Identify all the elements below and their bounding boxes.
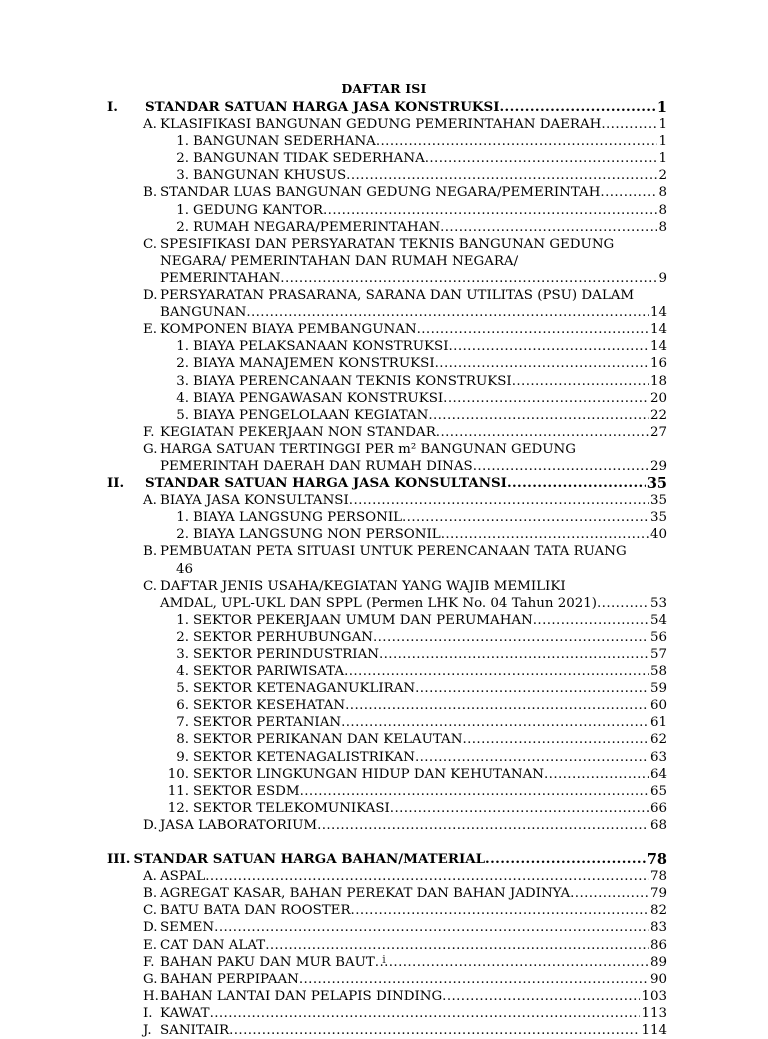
toc-continuation-line xyxy=(107,304,667,321)
dot-leader xyxy=(323,202,657,219)
toc-continuation-line xyxy=(107,270,667,287)
dot-leader xyxy=(435,355,649,372)
toc-item-row[interactable] xyxy=(107,526,667,543)
toc-number: E. xyxy=(143,322,158,338)
toc-item-row[interactable] xyxy=(107,731,667,748)
toc-page-number: 35 xyxy=(649,493,667,509)
toc-page-number: 60 xyxy=(649,698,667,714)
toc-label: SEKTOR PERIKANAN DAN KELAUTAN xyxy=(193,732,463,748)
toc-continuation-line xyxy=(107,253,667,270)
toc-number: 5. xyxy=(176,681,189,697)
toc-label: BAHAN PERPIPAAN xyxy=(160,971,299,987)
toc-page-number: 57 xyxy=(649,647,667,662)
toc-page-number: 113 xyxy=(641,1005,667,1021)
dot-leader xyxy=(317,817,649,834)
toc-label: BANGUNAN SEDERHANA xyxy=(193,134,376,150)
toc-label: SEKTOR KETENAGANUKLIRAN xyxy=(193,681,416,697)
toc-label: BIAYA LANGSUNG PERSONIL xyxy=(193,510,403,526)
dot-leader xyxy=(415,749,649,766)
dot-leader xyxy=(390,800,649,817)
toc-label: STANDAR SATUAN HARGA JASA KONSTRUKSI xyxy=(145,99,500,115)
toc-page-number: 79 xyxy=(649,886,667,902)
dot-leader xyxy=(229,1022,640,1039)
dot-leader xyxy=(373,629,649,646)
toc-page-number: 2 xyxy=(658,168,667,184)
toc-number: 3. xyxy=(176,647,189,662)
toc-subsection-row[interactable] xyxy=(107,578,667,595)
toc-item-row[interactable] xyxy=(107,663,667,680)
dot-leader xyxy=(376,133,658,150)
toc-page-number: 35 xyxy=(649,510,667,526)
toc-number: III. xyxy=(107,851,131,868)
toc-number: 10. xyxy=(167,766,189,782)
toc-page-number: 68 xyxy=(649,817,667,833)
dot-leader xyxy=(415,680,649,697)
toc-label: SANITAIR xyxy=(160,1022,230,1038)
dot-leader xyxy=(449,338,649,355)
toc-number: 2. xyxy=(176,219,189,235)
toc-page-number: 27 xyxy=(649,424,667,440)
toc-subsection-row[interactable] xyxy=(107,441,667,458)
dot-leader xyxy=(341,714,649,731)
toc-page-number: 54 xyxy=(649,612,667,628)
toc-item-row[interactable] xyxy=(107,800,667,817)
toc-number: 4. xyxy=(176,664,189,680)
toc-item-row[interactable] xyxy=(107,202,667,219)
toc-label: RUMAH NEGARA/PEMERINTAHAN xyxy=(193,219,441,235)
toc-label: STANDAR LUAS BANGUNAN GEDUNG NEGARA/PEMERINTAH xyxy=(160,185,601,201)
toc-subsection-row[interactable] xyxy=(107,902,667,919)
dot-leader xyxy=(436,424,649,441)
dot-leader xyxy=(265,937,649,954)
toc-label: PERSYARATAN PRASARANA, SARANA DAN UTILITAS (PSU) DALAM xyxy=(160,288,635,304)
toc-item-row[interactable] xyxy=(107,219,667,236)
dot-leader xyxy=(428,407,649,424)
dot-leader xyxy=(345,697,649,714)
toc-number: B. xyxy=(143,886,158,902)
dot-leader xyxy=(512,373,649,390)
toc-page-number: 59 xyxy=(649,681,667,697)
toc-subsection-row[interactable] xyxy=(107,1022,667,1039)
toc-number: I. xyxy=(107,99,118,115)
dot-leader xyxy=(440,219,657,236)
toc-page-number: 14 xyxy=(649,305,667,321)
toc-item-row[interactable] xyxy=(107,167,667,184)
table-of-contents xyxy=(107,99,667,1039)
toc-page-number: 90 xyxy=(649,971,667,987)
toc-page-number: 46 xyxy=(176,561,194,577)
toc-label: AGREGAT KASAR, BAHAN PEREKAT DAN BAHAN JADINYA xyxy=(160,886,571,902)
toc-page-number: 62 xyxy=(649,732,667,748)
toc-label-continued: BANGUNAN xyxy=(160,305,247,321)
toc-page-number: 8 xyxy=(658,185,667,201)
toc-label: BIAYA PELAKSANAAN KONSTRUKSI xyxy=(193,339,449,355)
toc-label: SPESIFIKASI DAN PERSYARATAN TEKNIS BANGUNAN GEDUNG xyxy=(160,236,615,252)
toc-label: SEKTOR KETENAGALISTRIKAN xyxy=(193,749,415,765)
dot-leader xyxy=(425,150,658,167)
toc-label: SEKTOR TELEKOMUNIKASI xyxy=(193,800,390,816)
toc-trailing-page xyxy=(107,561,667,578)
dot-leader xyxy=(462,731,649,748)
toc-page-number: 20 xyxy=(649,390,667,406)
toc-page-number: 56 xyxy=(649,629,667,645)
toc-number: C. xyxy=(143,903,158,919)
toc-label: JASA LABORATORIUM xyxy=(160,817,318,833)
toc-page-number: 16 xyxy=(649,356,667,372)
toc-number: 2. xyxy=(176,527,189,543)
toc-number: 12. xyxy=(167,800,189,816)
toc-label: SEKTOR KESEHATAN xyxy=(193,698,346,714)
toc-subsection-row[interactable] xyxy=(107,184,667,201)
toc-section-row[interactable] xyxy=(107,99,667,116)
dot-leader xyxy=(300,783,649,800)
toc-item-row[interactable] xyxy=(107,714,667,731)
toc-item-row[interactable] xyxy=(107,612,667,629)
toc-item-row[interactable] xyxy=(107,355,667,372)
toc-number: 2. xyxy=(176,629,189,645)
toc-label: DAFTAR JENIS USAHA/KEGIATAN YANG WAJIB MEMILIKI xyxy=(160,578,566,594)
toc-number: D. xyxy=(143,817,158,833)
dot-leader xyxy=(597,595,649,612)
toc-page-number: 83 xyxy=(649,920,667,936)
toc-page-number: 63 xyxy=(649,749,667,765)
toc-label: SEKTOR ESDM xyxy=(193,783,300,799)
toc-number: J. xyxy=(143,1022,152,1038)
toc-number: A. xyxy=(143,493,157,509)
dot-leader xyxy=(600,184,657,201)
toc-label: SEKTOR PERHUBUNGAN xyxy=(193,629,373,645)
toc-item-row[interactable] xyxy=(107,390,667,407)
toc-number: 7. xyxy=(176,715,189,731)
toc-label-continued: NEGARA/ PEMERINTAHAN DAN RUMAH NEGARA/ xyxy=(160,253,519,269)
toc-item-row[interactable] xyxy=(107,150,667,167)
toc-number: A. xyxy=(143,869,157,885)
toc-subsection-row[interactable] xyxy=(107,116,667,133)
toc-label: BIAYA MANAJEMEN KONSTRUKSI xyxy=(193,356,435,372)
toc-number: H. xyxy=(143,988,159,1004)
dot-leader xyxy=(499,99,655,116)
dot-leader xyxy=(544,766,649,783)
toc-number: 4. xyxy=(176,390,189,406)
toc-number: F. xyxy=(143,424,155,440)
toc-page-number: 35 xyxy=(646,475,667,493)
toc-number: II. xyxy=(107,475,125,492)
toc-item-row[interactable] xyxy=(107,697,667,714)
toc-page-number: 58 xyxy=(649,664,667,680)
dot-leader xyxy=(379,646,649,663)
toc-number: 9. xyxy=(176,749,189,765)
dot-leader xyxy=(246,304,649,321)
toc-item-row[interactable] xyxy=(107,783,667,800)
toc-label: KOMPONEN BIAYA PEMBANGUNAN xyxy=(160,322,417,338)
dot-leader xyxy=(299,971,649,988)
toc-number: G. xyxy=(143,441,158,457)
toc-page-number: 1 xyxy=(658,117,667,133)
toc-number: D. xyxy=(143,920,158,936)
toc-page-number: 103 xyxy=(641,988,667,1004)
dot-leader xyxy=(570,885,649,902)
toc-number: B. xyxy=(143,185,158,201)
toc-page-number: 14 xyxy=(649,339,667,355)
toc-number: 3. xyxy=(176,168,189,184)
toc-number: 5. xyxy=(176,407,189,423)
toc-label: BIAYA JASA KONSULTANSI xyxy=(160,493,349,509)
toc-page-number: 114 xyxy=(641,1022,667,1038)
toc-page-number: 82 xyxy=(649,903,667,919)
dot-leader xyxy=(214,919,649,936)
toc-number: G. xyxy=(143,971,158,987)
toc-page-number: 1 xyxy=(658,151,667,167)
toc-number: E. xyxy=(143,937,158,953)
toc-label: SEKTOR PERTANIAN xyxy=(193,715,342,731)
toc-number: F. xyxy=(143,954,155,970)
dot-leader xyxy=(349,492,649,509)
toc-label: BIAYA LANGSUNG NON PERSONIL xyxy=(193,527,441,543)
toc-item-row[interactable] xyxy=(107,646,667,663)
toc-page-number: 9 xyxy=(658,270,667,286)
toc-page-number: 53 xyxy=(649,595,667,611)
dot-leader xyxy=(473,458,649,475)
toc-item-row[interactable] xyxy=(107,133,667,150)
toc-label: GEDUNG KANTOR xyxy=(193,202,324,218)
toc-item-row[interactable] xyxy=(107,749,667,766)
dot-leader xyxy=(210,1005,641,1022)
toc-page-number: 1 xyxy=(658,134,667,150)
dot-leader xyxy=(280,270,657,287)
dot-leader xyxy=(346,167,657,184)
section-gap xyxy=(107,834,667,851)
toc-label: KEGIATAN PEKERJAAN NON STANDAR xyxy=(160,424,436,440)
toc-number: A. xyxy=(143,117,157,133)
toc-label: BATU BATA DAN ROOSTER xyxy=(160,903,351,919)
toc-item-row[interactable] xyxy=(107,766,667,783)
toc-label: HARGA SATUAN TERTINGGI PER m² BANGUNAN GEDUNG xyxy=(160,441,576,457)
toc-label: SEKTOR LINGKUNGAN HIDUP DAN KEHUTANAN xyxy=(193,766,545,782)
toc-number: 6. xyxy=(176,698,189,714)
toc-number: D. xyxy=(143,288,158,304)
toc-page-number: 64 xyxy=(649,766,667,782)
toc-number: 11. xyxy=(167,783,189,799)
toc-subsection-row[interactable] xyxy=(107,492,667,509)
toc-label: BANGUNAN TIDAK SEDERHANA xyxy=(193,151,425,167)
toc-label: SEKTOR PARIWISATA xyxy=(193,664,345,680)
toc-number: 1. xyxy=(176,202,189,218)
toc-number: B. xyxy=(143,544,158,560)
toc-subsection-row[interactable] xyxy=(107,424,667,441)
toc-label: CAT DAN ALAT xyxy=(160,937,266,953)
toc-label: SEKTOR PEKERJAAN UMUM DAN PERUMAHAN xyxy=(193,612,533,628)
toc-subsection-row[interactable] xyxy=(107,817,667,834)
toc-label: BIAYA PENGAWASAN KONSTRUKSI xyxy=(193,390,444,406)
toc-number: C. xyxy=(143,236,158,252)
toc-continuation-line xyxy=(107,595,667,612)
dot-leader xyxy=(443,390,649,407)
toc-label: BAHAN PAKU DAN MUR BAUT xyxy=(160,954,375,970)
toc-subsection-row[interactable] xyxy=(107,919,667,936)
toc-label: BIAYA PERENCANAAN TEKNIS KONSTRUKSI xyxy=(193,373,512,389)
toc-subsection-row[interactable] xyxy=(107,543,667,560)
toc-subsection-row[interactable] xyxy=(107,868,667,885)
toc-item-row[interactable] xyxy=(107,509,667,526)
toc-number: C. xyxy=(143,578,158,594)
toc-page-number: 29 xyxy=(649,458,667,474)
toc-page-number: 78 xyxy=(646,851,667,869)
toc-page-number: 86 xyxy=(649,937,667,953)
toc-label: KAWAT xyxy=(160,1005,210,1021)
toc-label: SEMEN xyxy=(160,920,215,936)
toc-number: 1. xyxy=(176,510,189,526)
toc-number: 8. xyxy=(176,732,189,748)
dot-leader xyxy=(402,509,649,526)
toc-subsection-row[interactable] xyxy=(107,287,667,304)
dot-leader xyxy=(417,321,649,338)
toc-number: I. xyxy=(143,1005,153,1021)
dot-leader xyxy=(601,116,657,133)
page-number-footer: i xyxy=(382,953,386,966)
toc-item-row[interactable] xyxy=(107,338,667,355)
toc-label: BIAYA PENGELOLAAN KEGIATAN xyxy=(193,407,429,423)
toc-number: 1. xyxy=(176,339,189,355)
dot-leader xyxy=(205,868,649,885)
dot-leader xyxy=(485,851,646,868)
toc-label: ASPAL xyxy=(160,869,206,885)
toc-item-row[interactable] xyxy=(107,680,667,697)
toc-page-number: 66 xyxy=(649,800,667,816)
toc-number: 1. xyxy=(176,612,189,628)
toc-section-row[interactable] xyxy=(107,851,667,868)
toc-page-number: 89 xyxy=(649,954,667,970)
toc-label-continued: PEMERINTAHAN xyxy=(160,270,281,286)
page-title: DAFTAR ISI xyxy=(341,81,427,96)
toc-page-number: 1 xyxy=(656,99,667,116)
toc-subsection-row[interactable] xyxy=(107,1005,667,1022)
toc-label: STANDAR SATUAN HARGA JASA KONSULTANSI xyxy=(145,475,507,492)
toc-page-number: 18 xyxy=(649,373,667,389)
toc-label: KLASIFIKASI BANGUNAN GEDUNG PEMERINTAHAN DAERAH xyxy=(160,117,602,133)
dot-leader xyxy=(507,475,646,492)
toc-item-row[interactable] xyxy=(107,373,667,390)
toc-number: 2. xyxy=(176,151,189,167)
toc-page-number: 40 xyxy=(649,527,667,543)
dot-leader xyxy=(533,612,649,629)
toc-label-continued: PEMERINTAH DAERAH DAN RUMAH DINAS xyxy=(160,458,473,474)
toc-subsection-row[interactable] xyxy=(107,321,667,338)
dot-leader xyxy=(442,988,640,1005)
toc-label: BAHAN LANTAI DAN PELAPIS DINDING xyxy=(160,988,443,1004)
toc-subsection-row[interactable] xyxy=(107,885,667,902)
toc-subsection-row[interactable] xyxy=(107,236,667,253)
toc-label: STANDAR SATUAN HARGA BAHAN/MATERIAL xyxy=(133,851,486,868)
toc-page-number: 8 xyxy=(658,219,667,235)
toc-page-number: 65 xyxy=(649,783,667,799)
toc-subsection-row[interactable] xyxy=(107,937,667,954)
toc-page-number: 14 xyxy=(649,322,667,338)
dot-leader xyxy=(441,526,649,543)
toc-item-row[interactable] xyxy=(107,407,667,424)
toc-subsection-row[interactable] xyxy=(107,988,667,1005)
dot-leader xyxy=(351,902,649,919)
toc-number: 2. xyxy=(176,356,189,372)
toc-page-number: 78 xyxy=(649,869,667,885)
toc-section-row[interactable] xyxy=(107,475,667,492)
toc-continuation-line xyxy=(107,458,667,475)
toc-item-row[interactable] xyxy=(107,629,667,646)
dot-leader xyxy=(344,663,649,680)
toc-page-number: 61 xyxy=(649,715,667,731)
toc-page-number: 8 xyxy=(658,202,667,218)
toc-label: BANGUNAN KHUSUS xyxy=(193,168,347,184)
toc-subsection-row[interactable] xyxy=(107,971,667,988)
toc-label: PEMBUATAN PETA SITUASI UNTUK PERENCANAAN TATA RUANG xyxy=(160,544,627,560)
toc-number: 3. xyxy=(176,373,189,389)
toc-page-number: 22 xyxy=(649,407,667,423)
toc-number: 1. xyxy=(176,134,189,150)
toc-label: SEKTOR PERINDUSTRIAN xyxy=(193,647,379,662)
toc-label-continued: AMDAL, UPL-UKL DAN SPPL (Permen LHK No. 04 Tahun 2021) xyxy=(160,595,598,611)
